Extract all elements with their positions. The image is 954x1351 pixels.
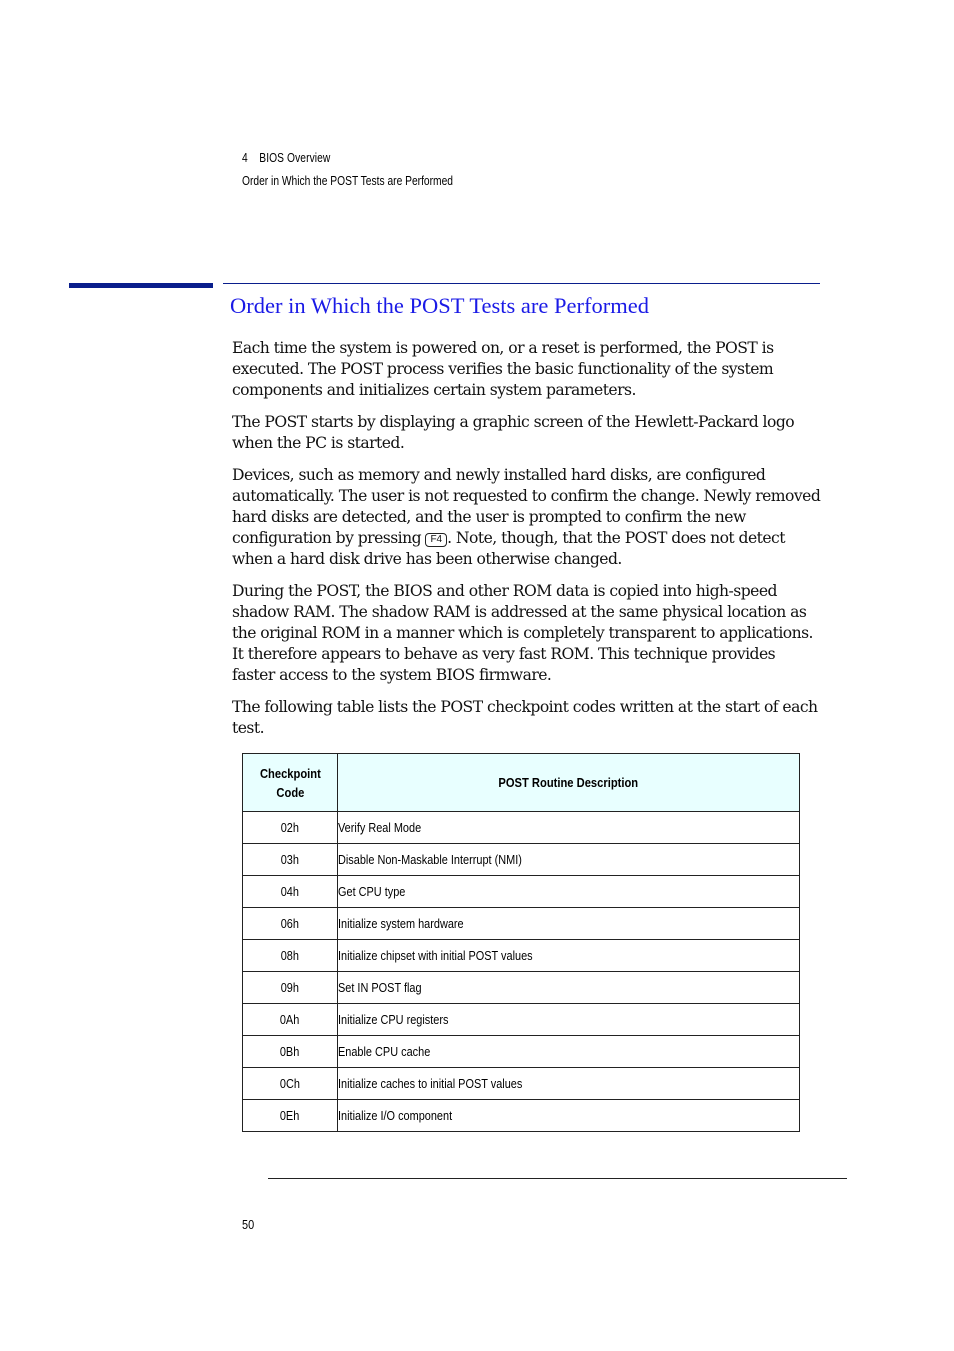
post-checkpoint-table [242,753,800,1132]
checkpoint-code-cell: 03h [243,844,338,876]
checkpoint-code-cell: 09h [243,972,338,1004]
checkpoint-code-cell: 02h [243,812,338,844]
body-text [232,338,822,750]
routine-description-cell: Initialize system hardware [338,908,800,940]
paragraph-2: The POST starts by displaying a graphic screen of the Hewlett-Packard logo when the PC is started. [232,413,795,452]
chapter-number: 4 [242,151,248,165]
f4-key-icon: F4 [425,533,447,547]
checkpoint-code-cell: 04h [243,876,338,908]
checkpoint-code-cell: 08h [243,940,338,972]
checkpoint-code-cell: 0Ah [243,1004,338,1036]
checkpoint-code-cell: 0Bh [243,1036,338,1068]
section-rule-thick [69,283,213,288]
table-row [243,908,800,940]
routine-description-cell: Enable CPU cache [338,1036,800,1068]
running-header-chapter [242,151,330,165]
paragraph-3-part-2: . Note, though, that the POST does not detect when a hard disk drive has been otherwise changed. [232,529,785,568]
table-header-row [243,754,800,812]
table-row [243,1036,800,1068]
header-code-line-2: Code [276,784,304,800]
paragraph-5: The following table lists the POST checkpoint codes written at the start of each test. [232,698,818,737]
chapter-title: BIOS Overview [259,151,331,165]
table-row [243,844,800,876]
table-row [243,876,800,908]
table-row [243,812,800,844]
routine-description-cell: Initialize I/O component [338,1100,800,1132]
header-post-routine-description: POST Routine Description [338,754,800,812]
section-rule-thin [223,283,820,284]
paragraph-3-part-1: Devices, such as memory and newly installed hard disks, are configured automatically. The user is not requested to confirm the change. Newly removed hard disks are detected, and the user is prompted to confirm the new configuration by pressing [232,466,821,547]
table-row [243,940,800,972]
header-checkpoint-code [243,754,338,812]
routine-description-cell: Disable Non-Maskable Interrupt (NMI) [338,844,800,876]
table-row [243,1004,800,1036]
paragraph-4: During the POST, the BIOS and other ROM data is copied into high-speed shadow RAM. The shadow RAM is addressed at the same physical location as the original ROM in a manner which is completely transparent to applications. It therefore appears to behave as very fast ROM. This technique provides faster access to the system BIOS firmware. [232,582,813,684]
checkpoint-code-cell: 0Eh [243,1100,338,1132]
checkpoint-code-cell: 0Ch [243,1068,338,1100]
checkpoint-code-cell: 06h [243,908,338,940]
table-row [243,972,800,1004]
routine-description-cell: Get CPU type [338,876,800,908]
paragraph-3 [232,465,822,570]
running-header-section: Order in Which the POST Tests are Performed [242,174,453,188]
footer-rule [268,1178,847,1179]
routine-description-cell: Initialize chipset with initial POST values [338,940,800,972]
routine-description-cell: Initialize CPU registers [338,1004,800,1036]
paragraph-1: Each time the system is powered on, or a reset is performed, the POST is executed. The POST process verifies the basic functionality of the system components and initializes certain system parameters. [232,339,774,399]
routine-description-cell: Verify Real Mode [338,812,800,844]
routine-description-cell: Set IN POST flag [338,972,800,1004]
table-row [243,1068,800,1100]
routine-description-cell: Initialize caches to initial POST values [338,1068,800,1100]
section-title: Order in Which the POST Tests are Performed [230,293,649,318]
header-code-line-1: Checkpoint [259,765,321,781]
page-number: 50 [242,1217,255,1232]
table-row [243,1100,800,1132]
